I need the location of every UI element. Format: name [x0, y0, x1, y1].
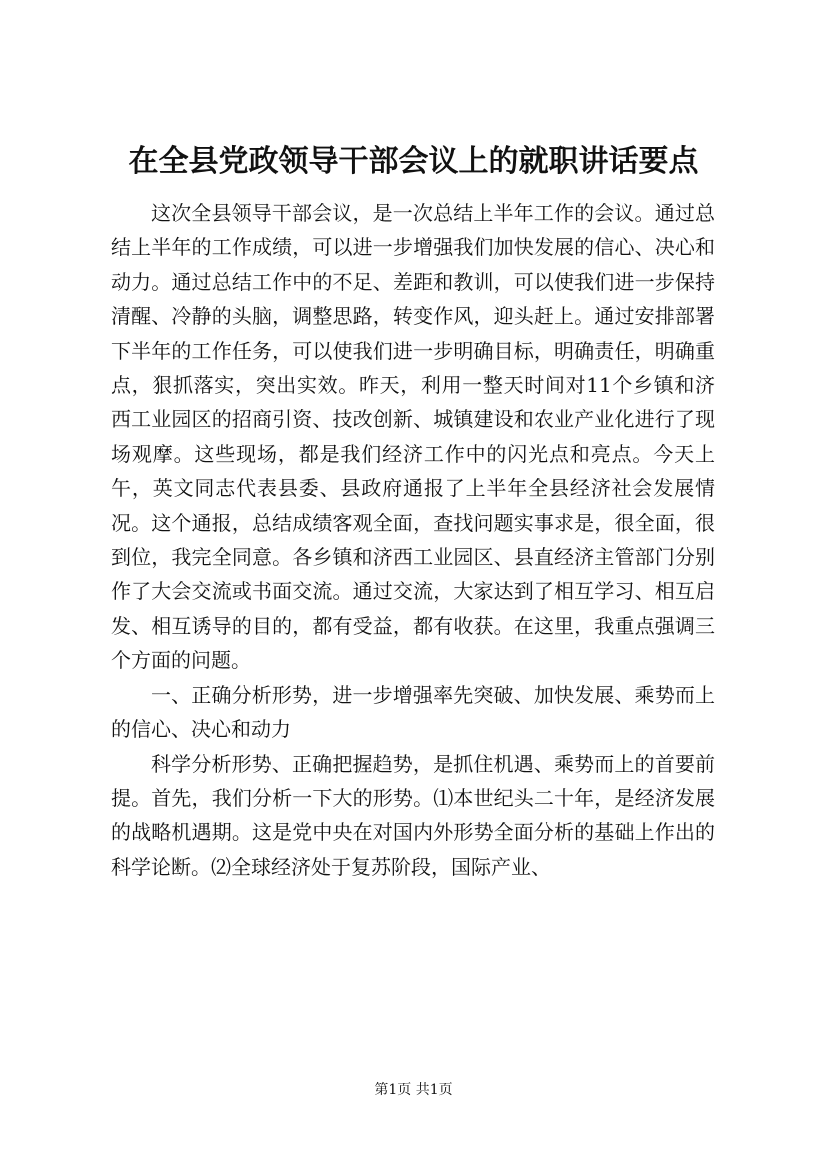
- document-body: [111, 196, 715, 884]
- page-number-footer: 第1页 共1页: [374, 1082, 453, 1098]
- paragraph-intro: 这次全县领导干部会议，是一次总结上半年工作的会议。通过总结上半年的工作成绩，可以进一步增强我们加快发展的信心、决心和动力。通过总结工作中的不足、差距和教训，可以使我们进一步保持清醒、冷静的头脑，调整思路，转变作风，迎头赶上。通过安排部署下半年的工作任务，可以使我们进一步明确目标，明确责任，明确重点，狠抓落实，突出实效。昨天，利用一整天时间对11个乡镇和济西工业园区的招商引资、技改创新、城镇建设和农业产业化进行了现场观摩。这些现场，都是我们经济工作中的闪光点和亮点。今天上午，英文同志代表县委、县政府通报了上半年全县经济社会发展情况。这个通报，总结成绩客观全面，查找问题实事求是，很全面，很到位，我完全同意。各乡镇和济西工业园区、县直经济主管部门分别作了大会交流或书面交流。通过交流，大家达到了相互学习、相互启发、相互诱导的目的，都有受益，都有收获。在这里，我重点强调三个方面的问题。: [111, 201, 715, 673]
- document-title: 在全县党政领导干部会议上的就职讲话要点: [128, 144, 699, 179]
- paragraph-section-heading-1: 一、正确分析形势，进一步增强率先突破、加快发展、乘势而上的信心、决心和动力: [111, 682, 715, 742]
- paragraph-situation-analysis: 科学分析形势、正确把握趋势，是抓住机遇、乘势而上的首要前提。首先，我们分析一下大的形势。⑴本世纪头二十年，是经济发展的战略机遇期。这是党中央在对国内外形势全面分析的基础上作出的科学论断。⑵全球经济处于复苏阶段，国际产业、: [111, 751, 715, 879]
